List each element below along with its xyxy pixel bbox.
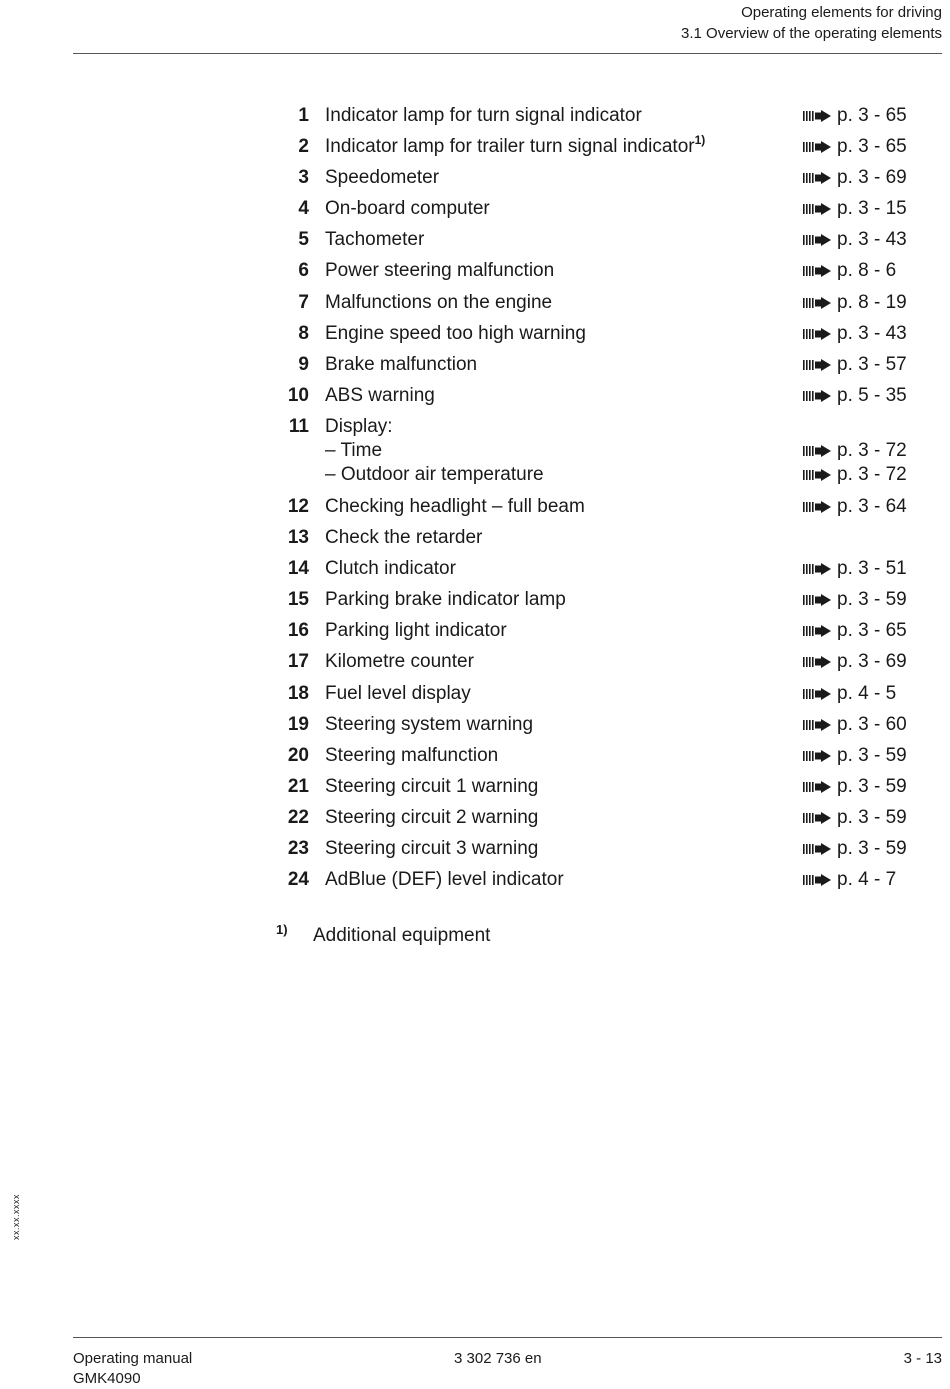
- item-number: 17: [287, 651, 309, 673]
- item-label: [325, 646, 474, 677]
- page-reference: [803, 678, 896, 709]
- list-item: [0, 864, 950, 895]
- footer-divider: [73, 1337, 942, 1338]
- item-number: 1: [298, 105, 309, 126]
- item-number: 18: [287, 682, 309, 704]
- list-item: [0, 411, 950, 491]
- reference-arrow-icon: [803, 110, 831, 122]
- footnote-mark: 1): [276, 922, 288, 937]
- reference-arrow-icon: [803, 501, 831, 513]
- page-reference-text: p. 3 - 65: [837, 620, 907, 642]
- page-reference-text: p. 3 - 51: [837, 558, 907, 580]
- item-label-text: Indicator lamp for trailer turn signal indicator: [325, 136, 695, 158]
- reference-arrow-icon: [803, 469, 831, 481]
- item-label: [325, 553, 456, 584]
- reference-arrow-icon: [803, 750, 831, 762]
- item-number: 4: [298, 198, 309, 220]
- footnote-text: Additional equipment: [313, 925, 491, 946]
- page-reference-text: p. 3 - 59: [837, 744, 907, 766]
- page-reference: [803, 162, 907, 193]
- item-number: 13: [287, 527, 309, 549]
- item-label: [325, 100, 642, 131]
- list-item: [0, 162, 950, 193]
- chapter-title: Operating elements for driving: [741, 4, 942, 21]
- list-item: [0, 318, 950, 349]
- page-reference: [803, 584, 907, 615]
- item-label: [325, 491, 585, 522]
- item-label: [325, 678, 471, 709]
- item-label-text: Tachometer: [325, 229, 425, 251]
- item-label-text: Clutch indicator: [325, 558, 456, 580]
- item-label: [325, 349, 477, 380]
- page-reference: [803, 709, 907, 740]
- list-item: [0, 131, 950, 162]
- item-number: 8: [298, 322, 309, 344]
- page-reference-text: p. 5 - 35: [837, 384, 907, 406]
- item-label: [325, 131, 705, 162]
- item-number: 23: [287, 837, 309, 859]
- item-number: 19: [287, 713, 309, 735]
- page-reference-text: p. 3 - 15: [837, 198, 907, 220]
- reference-arrow-icon: [803, 719, 831, 731]
- item-label: [325, 522, 482, 553]
- list-item: [0, 802, 950, 833]
- list-item: [0, 678, 950, 709]
- page-reference-text: p. 3 - 72: [837, 463, 907, 485]
- sub-item-label: – Outdoor air temperature: [325, 463, 544, 485]
- page-reference-text: p. 3 - 64: [837, 495, 907, 517]
- list-item: [0, 349, 950, 380]
- list-item: [0, 584, 950, 615]
- item-label-text: Kilometre counter: [325, 651, 474, 673]
- item-label-text: Fuel level display: [325, 682, 471, 704]
- item-label-text: On-board computer: [325, 198, 490, 220]
- item-label: [325, 224, 424, 255]
- page-reference-text: p. 3 - 65: [837, 105, 907, 126]
- footer-page-number: 3 - 13: [903, 1350, 942, 1367]
- page-reference: [803, 380, 907, 411]
- page-reference: [803, 802, 907, 833]
- page-reference: [803, 224, 907, 255]
- list-item: [0, 553, 950, 584]
- reference-arrow-icon: [803, 812, 831, 824]
- item-label-text: Display:: [325, 415, 393, 437]
- list-item: [0, 833, 950, 864]
- list-item: [0, 709, 950, 740]
- page-reference-text: p. 3 - 60: [837, 713, 907, 735]
- header-divider: [73, 53, 942, 54]
- reference-arrow-icon: [803, 843, 831, 855]
- item-number: 22: [287, 806, 309, 828]
- page-reference: [803, 100, 907, 131]
- list-item: [0, 100, 950, 131]
- list-item: [0, 224, 950, 255]
- list-item: [0, 287, 950, 318]
- item-label-text: Indicator lamp for turn signal indicator: [325, 105, 642, 126]
- item-number: 21: [287, 775, 309, 797]
- item-label-text: Steering circuit 1 warning: [325, 775, 539, 797]
- item-label: [325, 864, 564, 895]
- page-reference: [803, 349, 907, 380]
- item-number: 15: [287, 589, 309, 611]
- page-reference: [803, 740, 907, 771]
- reference-arrow-icon: [803, 625, 831, 637]
- reference-arrow-icon: [803, 390, 831, 402]
- list-item: [0, 491, 950, 522]
- reference-arrow-icon: [803, 563, 831, 575]
- page-reference-text: p. 3 - 57: [837, 353, 907, 375]
- item-label-text: Steering malfunction: [325, 744, 499, 766]
- page-reference: [803, 459, 907, 490]
- item-label: [325, 615, 507, 646]
- item-label-text: Steering system warning: [325, 713, 534, 735]
- item-label: [325, 709, 533, 740]
- reference-arrow-icon: [803, 445, 831, 457]
- list-item: [0, 193, 950, 224]
- reference-arrow-icon: [803, 688, 831, 700]
- reference-arrow-icon: [803, 594, 831, 606]
- item-label: [325, 584, 566, 615]
- reference-arrow-icon: [803, 141, 831, 153]
- reference-arrow-icon: [803, 172, 831, 184]
- page-reference: [803, 553, 907, 584]
- item-label: [325, 740, 498, 771]
- item-label: [325, 833, 538, 864]
- item-number: 16: [287, 620, 309, 642]
- item-number: 20: [287, 744, 309, 766]
- item-label: [325, 193, 490, 224]
- page-reference: [803, 193, 907, 224]
- item-label-text: Check the retarder: [325, 527, 483, 549]
- section-title: 3.1 Overview of the operating elements: [681, 25, 942, 42]
- page-header: [681, 2, 942, 44]
- sub-item-label: – Time: [325, 439, 383, 461]
- item-label-text: Engine speed too high warning: [325, 322, 586, 344]
- page-reference-text: p. 3 - 72: [837, 439, 907, 461]
- item-number: 24: [287, 869, 309, 891]
- page-reference-text: p. 3 - 69: [837, 651, 907, 673]
- page-reference: [803, 833, 907, 864]
- page-reference-text: p. 3 - 59: [837, 775, 907, 797]
- item-label-text: AdBlue (DEF) level indicator: [325, 869, 564, 891]
- reference-arrow-icon: [803, 359, 831, 371]
- list-item: [0, 522, 950, 553]
- item-number: 5: [298, 229, 309, 251]
- page-reference-text: p. 3 - 59: [837, 837, 907, 859]
- page-reference: [803, 287, 907, 318]
- page-reference: [803, 255, 896, 286]
- page-reference-text: p. 3 - 59: [837, 806, 907, 828]
- page-reference-text: p. 4 - 5: [837, 682, 897, 704]
- reference-arrow-icon: [803, 781, 831, 793]
- reference-arrow-icon: [803, 328, 831, 340]
- page-reference-text: p. 3 - 59: [837, 589, 907, 611]
- item-number: 9: [298, 353, 309, 375]
- item-number: 3: [298, 167, 309, 189]
- item-label-text: Steering circuit 3 warning: [325, 837, 539, 859]
- item-label: [325, 380, 435, 411]
- item-number: 12: [287, 495, 309, 517]
- page-reference: [803, 864, 896, 895]
- item-label-text: ABS warning: [325, 384, 435, 406]
- list-item: [0, 615, 950, 646]
- item-label: [325, 162, 439, 193]
- item-label-text: Malfunctions on the engine: [325, 291, 553, 313]
- footnote-reference: 1): [694, 133, 706, 148]
- page-reference-text: p. 8 - 19: [837, 291, 907, 313]
- list-item: [0, 255, 950, 286]
- item-label-text: Speedometer: [325, 167, 440, 189]
- footer-manual-title: Operating manual: [73, 1350, 193, 1367]
- page-reference: [803, 646, 907, 677]
- item-number: 7: [298, 291, 309, 313]
- page-reference: [803, 771, 907, 802]
- side-code: xx.xx.xxxx: [11, 1193, 21, 1240]
- item-label-text: Steering circuit 2 warning: [325, 806, 539, 828]
- reference-arrow-icon: [803, 297, 831, 309]
- operating-elements-list: [0, 100, 950, 895]
- item-label: [325, 287, 552, 318]
- footer-model: GMK4090: [73, 1370, 141, 1387]
- page-reference: [803, 318, 907, 349]
- page-reference: [803, 491, 907, 522]
- item-label-text: Parking light indicator: [325, 620, 507, 642]
- item-label: [325, 255, 554, 286]
- list-item: [0, 771, 950, 802]
- item-number: 2: [298, 136, 309, 158]
- list-item: [0, 646, 950, 677]
- item-label: [325, 771, 538, 802]
- page-reference: [803, 615, 907, 646]
- list-item: [0, 380, 950, 411]
- footer-document-number: 3 302 736 en: [454, 1350, 542, 1367]
- page-reference-text: p. 3 - 43: [837, 322, 907, 344]
- reference-arrow-icon: [803, 234, 831, 246]
- reference-arrow-icon: [803, 656, 831, 668]
- list-item: [0, 740, 950, 771]
- page-reference-text: p. 8 - 6: [837, 260, 897, 282]
- item-label-text: Brake malfunction: [325, 353, 478, 375]
- reference-arrow-icon: [803, 265, 831, 277]
- page-reference-text: p. 3 - 65: [837, 136, 907, 158]
- item-number: 6: [298, 260, 309, 282]
- page-reference-text: p. 3 - 69: [837, 167, 907, 189]
- item-label-text: Parking brake indicator lamp: [325, 589, 566, 611]
- item-number: 10: [287, 384, 309, 406]
- footer-manual: [73, 1349, 192, 1389]
- page-reference-text: p. 3 - 43: [837, 229, 907, 251]
- item-number: 11: [288, 415, 309, 437]
- item-label: [325, 318, 586, 349]
- item-number: 14: [287, 558, 309, 580]
- reference-arrow-icon: [803, 203, 831, 215]
- page-reference: [803, 131, 907, 162]
- reference-arrow-icon: [803, 874, 831, 886]
- item-label-text: Checking headlight – full beam: [325, 495, 585, 517]
- item-label-text: Power steering malfunction: [325, 260, 555, 282]
- item-label: [325, 802, 538, 833]
- page-reference-text: p. 4 - 7: [837, 869, 897, 891]
